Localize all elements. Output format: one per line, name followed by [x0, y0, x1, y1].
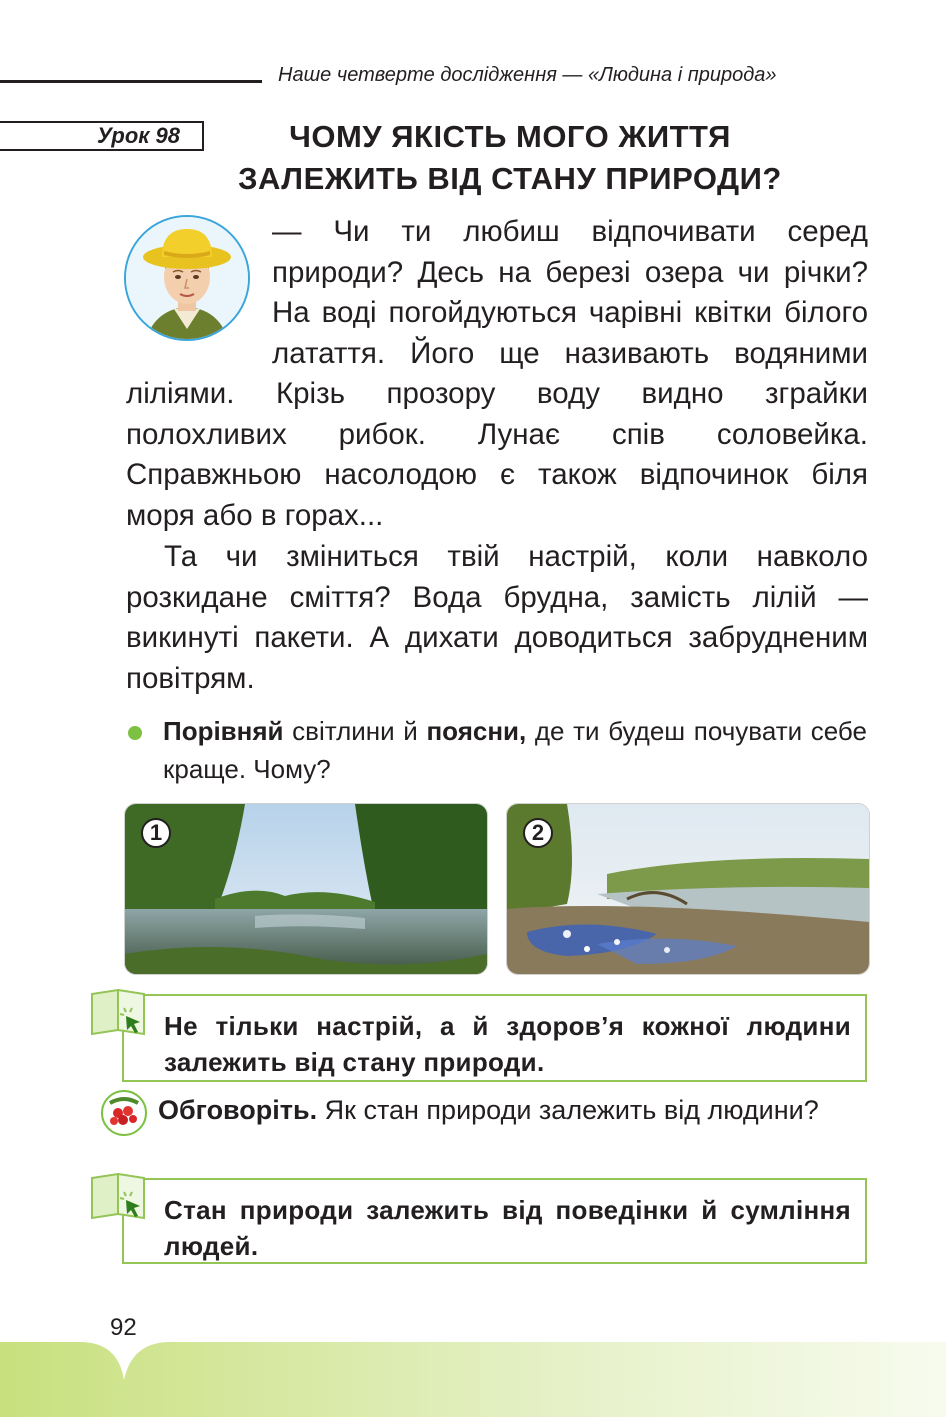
lesson-label: Урок 98 [0, 121, 204, 151]
lesson-title-line-1: ЧОМУ ЯКІСТЬ МОГО ЖИТТЯ [289, 119, 731, 154]
photo-clean-river [124, 803, 488, 975]
photo-polluted-river [506, 803, 870, 975]
intro-paragraph [126, 212, 868, 536]
header-rule [0, 80, 262, 83]
second-paragraph: Та чи зміниться твій настрій, коли навколо розкидане сміття? Вода брудна, замість лілій — викинуті пакети. А дихати доводиться забрудненим повітрям. [126, 540, 868, 695]
book-hand-icon [88, 986, 152, 1038]
task-verb-compare: Порівняй [163, 716, 284, 746]
task-text-part1: світлини й [283, 716, 427, 746]
conclusion-box-2 [122, 1178, 867, 1264]
photo-2-number: 2 [523, 818, 553, 848]
footer-band [0, 1340, 946, 1417]
book-hand-icon [88, 1170, 152, 1222]
discussion-question: Як стан природи залежить від людини? [317, 1095, 819, 1125]
polluted-river-image [507, 804, 869, 974]
discussion-text [126, 1092, 868, 1128]
task-verb-explain: поясни, [426, 716, 527, 746]
discussion-verb: Обговоріть. [158, 1095, 318, 1125]
conclusion-box-1 [122, 994, 867, 1082]
lesson-title-line-2: ЗАЛЕЖИТЬ ВІД СТАНУ ПРИРОДИ? [238, 161, 782, 196]
intro-paragraph-text: — Чи ти любиш відпочивати серед природи? Десь на березі озера чи річки? На воді погойдуються чарівні квітки білого латаття. Його ще називають водяними ліліями. Крізь прозору воду видно зграйки полохливих рибок. Лунає спів соловейка. Справжньою насолодою є також відпочинок біля моря або в горах... [126, 215, 868, 532]
lesson-title [150, 116, 870, 200]
task-text [163, 712, 867, 788]
clean-river-image [125, 804, 487, 974]
conclusion-2-text: Стан природи залежить від поведінки й сумління людей. [164, 1195, 851, 1261]
task-text-part2: де ти будеш почувати себе краще. Чому? [163, 716, 867, 784]
running-title: Наше четверте дослідження — «Людина і природа» [278, 64, 777, 86]
photo-1-number: 1 [141, 818, 171, 848]
page-number: 92 [110, 1314, 137, 1341]
bullet-point [128, 726, 142, 740]
conclusion-1-text: Не тільки настрій, а й здоров’я кожної людини залежить від стану природи. [164, 1011, 851, 1077]
